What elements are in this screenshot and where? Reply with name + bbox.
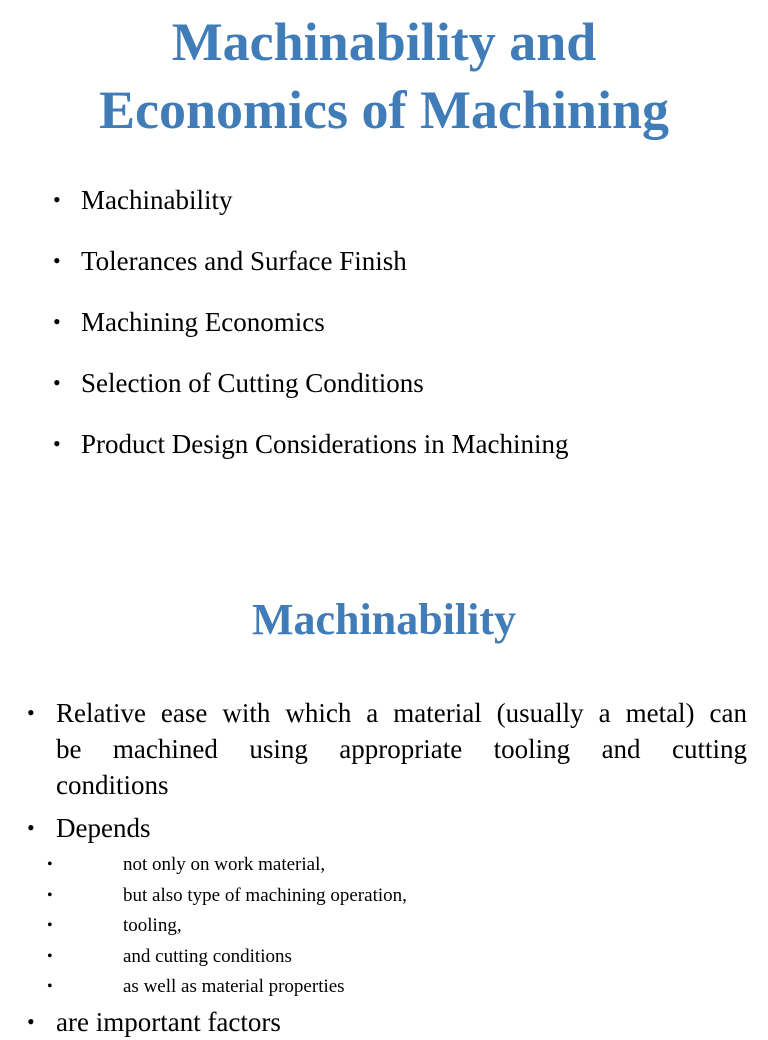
bullet-icon: • <box>47 947 53 965</box>
bullet-icon: • <box>47 886 53 904</box>
depends-label: Depends <box>56 813 151 843</box>
depends-item <box>0 810 768 1003</box>
depends-sublist <box>47 850 747 1003</box>
bullet-icon: • <box>47 917 53 934</box>
bullet-icon: • <box>27 1009 35 1034</box>
bullet-icon: • <box>53 309 61 334</box>
sub-list-item-text: but also type of machining operation, <box>123 884 407 906</box>
title-line-1: Machinability and <box>171 12 597 72</box>
bullet-icon: • <box>47 856 53 873</box>
definition-item <box>0 695 768 803</box>
sub-list-item <box>0 942 747 973</box>
bullet-icon: • <box>47 978 53 995</box>
sub-list-item-text: not only on work material, <box>123 854 326 875</box>
bullet-icon: • <box>53 370 61 395</box>
list-item-text: Machining Economics <box>81 307 325 337</box>
bullet-icon: • <box>53 431 61 456</box>
list-item-text: Selection of Cutting Conditions <box>81 368 424 398</box>
bullet-icon: • <box>53 187 61 212</box>
title-line-2: Economics of Machining <box>98 80 669 140</box>
sub-list-item <box>0 850 747 881</box>
sub-list-item <box>0 881 747 912</box>
sub-list-item-text: as well as material properties <box>123 976 345 997</box>
sub-list-item-text: tooling, <box>123 915 182 936</box>
cut-off-text: are important factors <box>56 1007 281 1037</box>
sub-list-item <box>0 911 747 942</box>
definition-line: conditions <box>56 770 169 800</box>
sub-list-item <box>0 972 747 1003</box>
machinability-list <box>0 695 768 1003</box>
bullet-icon: • <box>27 815 35 840</box>
sub-list-item-text: and cutting conditions <box>123 945 292 967</box>
definition-line: be machined using appropriate tooling and cutting <box>56 734 747 764</box>
slide-title: Machinability <box>251 595 517 644</box>
list-item-text: Product Design Considerations in Machining <box>81 429 569 459</box>
bullet-icon: • <box>53 248 61 273</box>
bullet-icon: • <box>27 700 35 725</box>
list-item-text: Machinability <box>81 185 233 215</box>
definition-line: Relative ease with which a material (usually a metal) can <box>56 698 747 728</box>
list-item-text: Tolerances and Surface Finish <box>81 246 407 276</box>
